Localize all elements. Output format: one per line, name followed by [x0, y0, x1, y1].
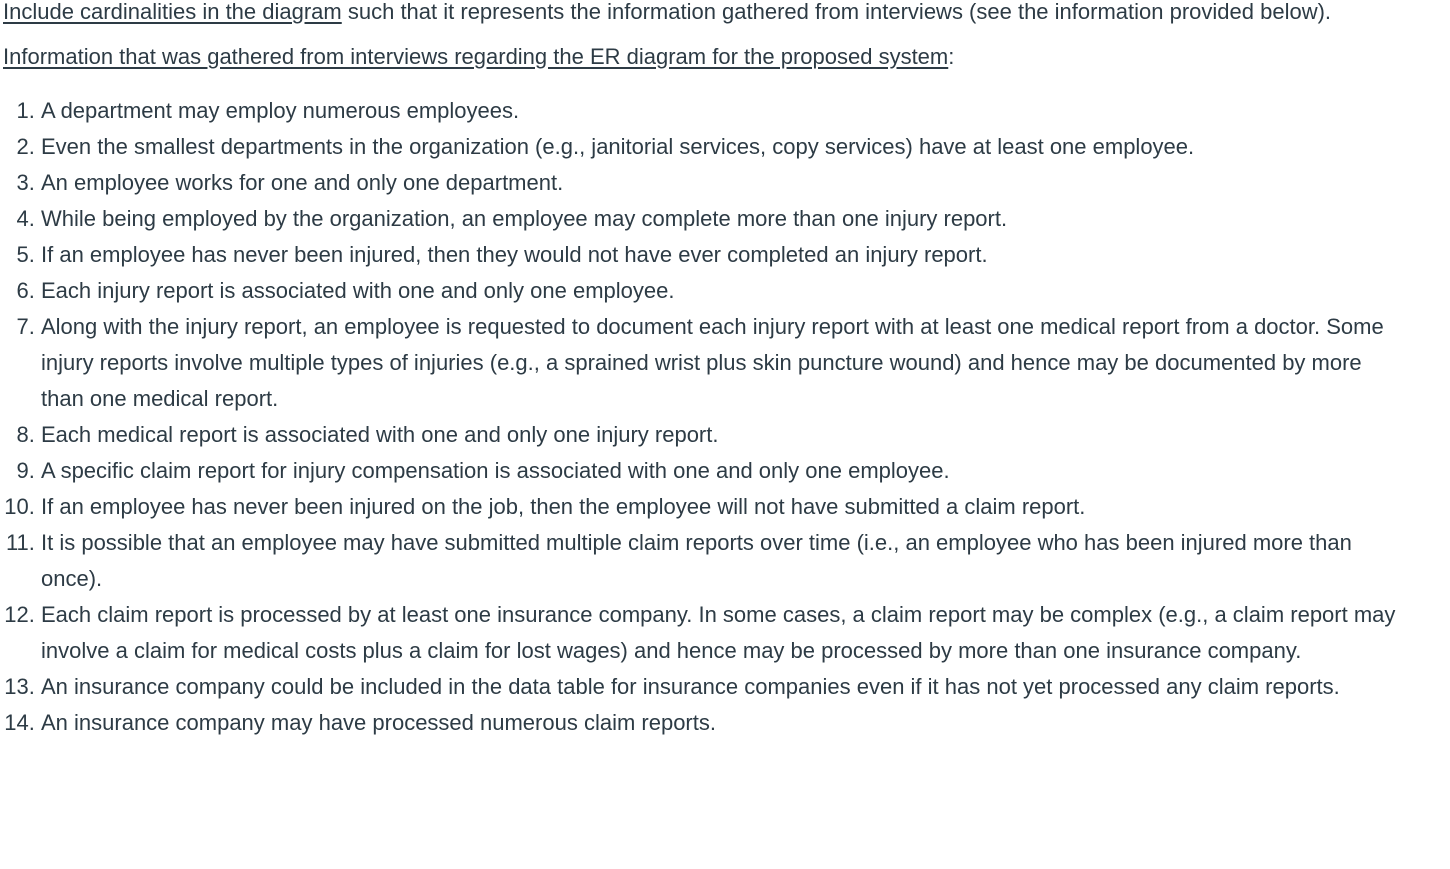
- list-item: 10. If an employee has never been injured on the job, then the employee will not have submitted a claim report.: [41, 489, 1401, 525]
- list-item: 9. A specific claim report for injury compensation is associated with one and only one employee.: [41, 453, 1401, 489]
- intro-underlined-text: Include cardinalities in the diagram: [3, 0, 342, 24]
- list-item: 8. Each medical report is associated with one and only one injury report.: [41, 417, 1401, 453]
- list-item: 13. An insurance company could be included in the data table for insurance companies even if it has not yet processed any claim reports.: [41, 669, 1401, 705]
- list-item: 3. An employee works for one and only one department.: [41, 165, 1401, 201]
- list-item: 6. Each injury report is associated with one and only one employee.: [41, 273, 1401, 309]
- list-item: 5. If an employee has never been injured, then they would not have ever completed an injury report.: [41, 237, 1401, 273]
- list-item: 14. An insurance company may have processed numerous claim reports.: [41, 705, 1401, 741]
- list-item: 11. It is possible that an employee may have submitted multiple claim reports over time (i.e., an employee who has been injured more than once).: [41, 525, 1401, 597]
- list-item: 2. Even the smallest departments in the organization (e.g., janitorial services, copy services) have at least one employee.: [41, 129, 1401, 165]
- intro-paragraph: [3, 0, 1403, 30]
- list-item: 12. Each claim report is processed by at least one insurance company. In some cases, a claim report may be complex (e.g., a claim report may involve a claim for medical costs plus a claim for lost wages) and hence may be processed by more than one insurance company.: [41, 597, 1401, 669]
- list-item: 7. Along with the injury report, an employee is requested to document each injury report with at least one medical report from a doctor. Some injury reports involve multiple types of injuries (e.g., a sprained wrist plus skin puncture wound) and hence may be documented by more than one medical report.: [41, 309, 1401, 417]
- info-heading-suffix: :: [948, 44, 955, 69]
- intro-rest-text: such that it represents the information gathered from interviews (see the information provided below).: [341, 0, 1332, 24]
- list-item: 1. A department may employ numerous employees.: [41, 93, 1401, 129]
- info-heading-underlined-text: Information that was gathered from interviews regarding the ER diagram for the proposed system: [3, 44, 949, 69]
- requirements-list: [3, 93, 1401, 741]
- list-item: 4. While being employed by the organization, an employee may complete more than one injury report.: [41, 201, 1401, 237]
- info-heading: [3, 39, 1403, 75]
